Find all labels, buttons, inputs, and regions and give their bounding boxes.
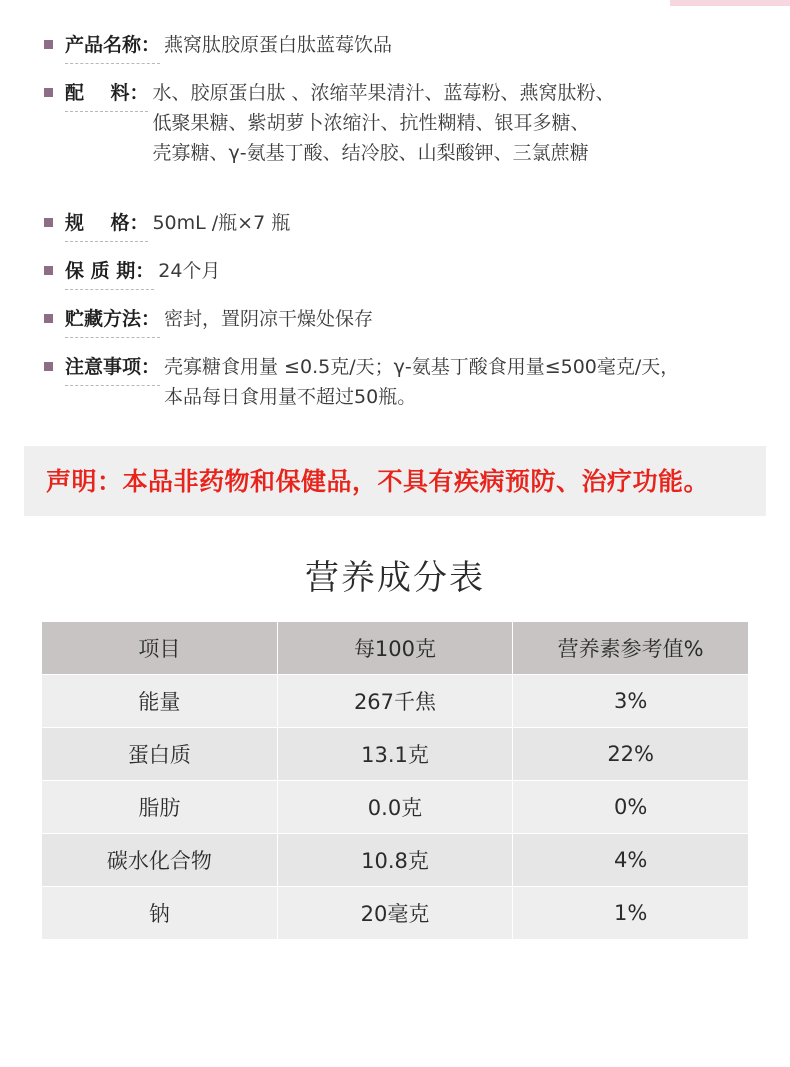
table-header-row (42, 622, 749, 675)
legal-statement-banner (24, 446, 766, 516)
spec-row-shelf-life (44, 256, 756, 290)
table-cell-item: 能量 (42, 675, 278, 728)
spec-label: 注意事项： (65, 352, 160, 386)
table-cell-per100g: 267千焦 (277, 675, 513, 728)
table-cell-item: 蛋白质 (42, 728, 278, 781)
table-cell-item: 碳水化合物 (42, 834, 278, 887)
table-row (42, 834, 749, 887)
pink-accent (670, 0, 790, 6)
spec-row-storage (44, 304, 756, 338)
table-header-cell: 营养素参考值% (513, 622, 749, 675)
spec-value (148, 78, 756, 168)
nutrition-table-title: 营养成分表 (305, 558, 485, 598)
table-cell-nrv: 4% (513, 834, 749, 887)
table-row (42, 781, 749, 834)
table-row (42, 728, 749, 781)
square-bullet-icon (44, 218, 53, 227)
table-cell-nrv: 3% (513, 675, 749, 728)
spec-value (160, 352, 756, 412)
product-info-list (0, 0, 790, 412)
spec-row-specification (44, 208, 756, 242)
spec-label: 保 质 期： (65, 256, 154, 290)
square-bullet-icon (44, 40, 53, 49)
spec-value-line: 低聚果糖、紫胡萝卜浓缩汁、抗性糊精、银耳多糖、 (152, 112, 590, 134)
table-header-cell: 每100克 (277, 622, 513, 675)
table-cell-nrv: 0% (513, 781, 749, 834)
table-cell-nrv: 22% (513, 728, 749, 781)
square-bullet-icon (44, 266, 53, 275)
legal-statement-text: 声明：本品非药物和保健品，不具有疾病预防、治疗功能。 (46, 467, 710, 496)
spec-label: 贮藏方法： (65, 304, 160, 338)
spec-value-line: 壳寡糖食用量 ≤0.5克/天；γ-氨基丁酸食用量≤500毫克/天， (164, 356, 680, 378)
spec-value-line: 壳寡糖、γ-氨基丁酸、结冷胶、山梨酸钾、三氯蔗糖 (152, 142, 589, 164)
spec-row-ingredients (44, 78, 756, 168)
spec-value (148, 208, 756, 238)
table-cell-per100g: 20毫克 (277, 887, 513, 940)
table-row (42, 675, 749, 728)
table-cell-per100g: 10.8克 (277, 834, 513, 887)
spec-value (160, 30, 756, 60)
spec-label: 产品名称： (65, 30, 160, 64)
spec-label: 配 料： (65, 78, 148, 112)
nutrition-facts-table (41, 621, 749, 940)
square-bullet-icon (44, 314, 53, 323)
table-header-cell: 项目 (42, 622, 278, 675)
spec-row-notice (44, 352, 756, 412)
spec-value (154, 256, 756, 286)
square-bullet-icon (44, 362, 53, 371)
spec-row-product-name (44, 30, 756, 64)
spec-value-line: 50mL /瓶×7 瓶 (152, 212, 291, 234)
spec-value-line: 密封，置阴凉干燥处保存 (164, 308, 374, 330)
spacer (44, 182, 756, 208)
spec-value-line: 24个月 (158, 260, 221, 282)
table-cell-item: 脂肪 (42, 781, 278, 834)
square-bullet-icon (44, 88, 53, 97)
table-cell-per100g: 13.1克 (277, 728, 513, 781)
spec-value (160, 304, 756, 334)
table-cell-item: 钠 (42, 887, 278, 940)
table-cell-per100g: 0.0克 (277, 781, 513, 834)
spec-value-line: 水、胶原蛋白肽 、浓缩苹果清汁、蓝莓粉、燕窝肽粉、 (152, 82, 615, 104)
spec-value-line: 燕窝肽胶原蛋白肽蓝莓饮品 (164, 34, 393, 56)
table-cell-nrv: 1% (513, 887, 749, 940)
spec-label: 规 格： (65, 208, 148, 242)
table-row (42, 887, 749, 940)
spec-value-line: 本品每日食用量不超过50瓶。 (164, 386, 417, 408)
top-decoration-strip (0, 0, 790, 6)
